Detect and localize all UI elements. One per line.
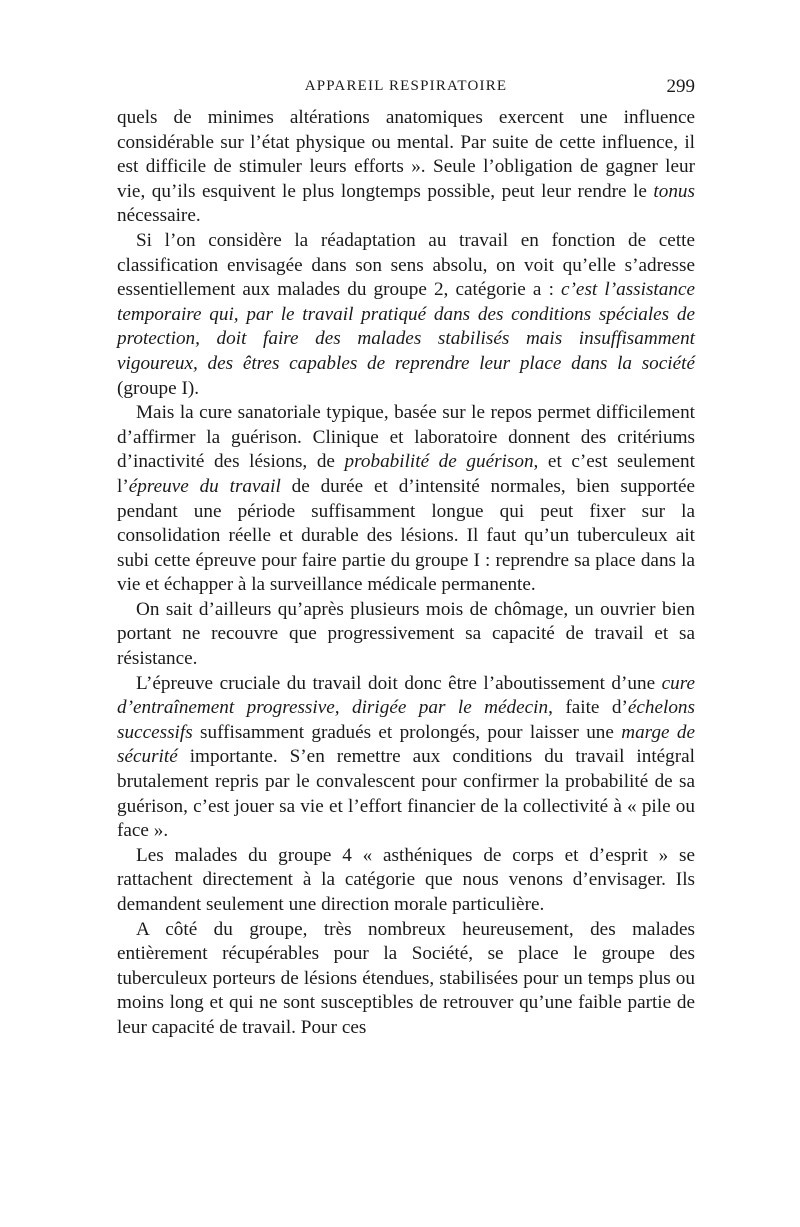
italic-text: marge de sécurité bbox=[117, 721, 695, 768]
text-run: (groupe I). bbox=[117, 377, 200, 399]
paragraph bbox=[117, 598, 695, 672]
paragraph bbox=[117, 918, 695, 1041]
text-run: Mais la cure sanatoriale typique, basée sur le repos permet difficilement d’affirmer la guérison. Clinique et laboratoire donnent des critériums d’inactivité des lésions, de bbox=[117, 402, 695, 473]
text-run: importante. S’en remettre aux conditions du travail intégral brutalement repris par le convalescent pour confirmer la probabilité de sa guérison, c’est jouer sa vie et l’effort financier de la collectivité à « pile ou face ». bbox=[117, 746, 695, 842]
italic-text: échelons successifs bbox=[117, 697, 695, 743]
page-number: 299 bbox=[666, 76, 695, 97]
text-run: Les malades du groupe 4 « asthéniques de corps et d’esprit » se rattachent directement à la catégorie que nous venons d’envisager. Ils demandent seulement une direction morale particulière. bbox=[117, 844, 695, 915]
text-run: nécessaire. bbox=[117, 205, 201, 227]
paragraph bbox=[117, 844, 695, 918]
text-run: suffisamment gradués et prolongés, pour laisser une bbox=[192, 721, 622, 743]
paragraph bbox=[117, 401, 695, 598]
paragraph bbox=[117, 106, 695, 229]
text-run: On sait d’ailleurs qu’après plusieurs mois de chômage, un ouvrier bien portant ne recouvre que progressivement sa capacité de travail et sa résistance. bbox=[117, 598, 695, 670]
text-run: A côté du groupe, très nombreux heureusement, des malades entièrement récupérables pour la Société, se place le groupe des tuberculeux porteurs de lésions étendues, stabilisées pour un temps plus ou moins long et qui ne sont susceptibles de retrouver qu’une faible partie de leur capacité de travail. Pour ces bbox=[117, 918, 695, 1038]
paragraph bbox=[117, 229, 695, 401]
italic-text: épreuve du travail bbox=[128, 475, 281, 497]
italic-text: probabilité de guérison bbox=[344, 451, 534, 473]
italic-text: c’est l’assistance temporaire qui, par le travail pratiqué dans des conditions spéciales de protection, doit faire des malades stabilisés mais insuffisamment vigoureux, des êtres capables de reprendre leur place dans la société bbox=[117, 279, 695, 374]
text-run: , et c’est seulement l’ bbox=[117, 451, 695, 497]
italic-text: tonus bbox=[653, 180, 695, 202]
text-run: de durée et d’intensité normales, bien supportée pendant une période suffisamment longue qui peut fixer sur la consolidation réelle et durable des lésions. Il faut qu’un tuberculeux ait subi cette épreuve pour faire partie du groupe I : reprendre sa place dans la vie et échapper à la surveillance médicale permanente. bbox=[117, 475, 695, 596]
text-run: quels de minimes altérations anatomiques exercent une influence considérable sur l’état physique ou mental. Par suite de cette influence, il est difficile de stimuler leurs efforts ». Seule l’obligation de gagner leur vie, qu’ils esquivent le plus longtemps possible, peut leur rendre le bbox=[117, 107, 695, 202]
text-run: , faite d’ bbox=[548, 697, 628, 719]
body-text bbox=[117, 106, 695, 1041]
text-run: Si l’on considère la réadaptation au travail en fonction de cette classification envisagée dans son sens absolu, on voit qu’elle s’adresse essentiellement aux malades du groupe 2, catégorie a : bbox=[117, 229, 695, 301]
paragraph bbox=[117, 672, 695, 844]
italic-text: cure d’entraînement progressive, dirigée par le médecin bbox=[117, 672, 695, 719]
text-run: L’épreuve cruciale du travail doit donc être l’aboutissement d’une bbox=[136, 672, 662, 694]
running-title: APPAREIL RESPIRATOIRE bbox=[304, 78, 508, 94]
page-header bbox=[117, 76, 695, 100]
